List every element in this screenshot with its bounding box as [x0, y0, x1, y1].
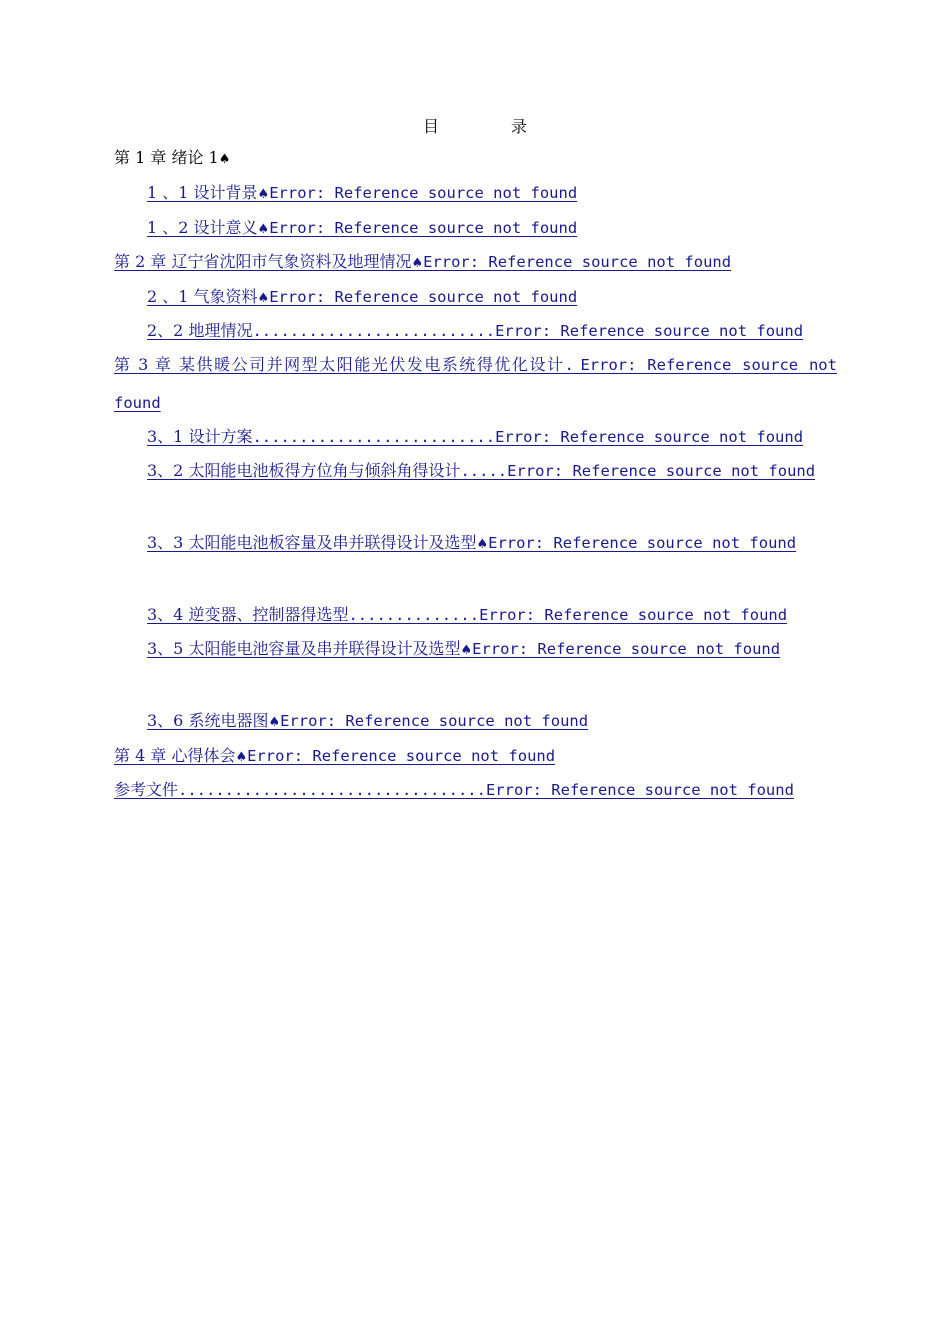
toc-entry-page-ref: Error: Reference source not found — [269, 219, 578, 237]
toc-leader-dots: ................................. — [178, 781, 486, 799]
toc-entry-page-ref: Error: Reference source not found — [479, 606, 788, 624]
toc-entry-page-ref: Error: Reference source not found — [495, 322, 804, 340]
toc-entry-2-2[interactable] — [147, 321, 837, 341]
field-marker-icon: ♠ — [460, 643, 473, 658]
toc-leader-dots: .......................... — [252, 428, 496, 446]
field-marker-icon: ♠ — [257, 222, 270, 237]
toc-entry-chapter-4[interactable] — [114, 746, 837, 768]
toc-title: 目 录 — [422, 117, 555, 136]
toc-entry-page-ref: Error: Reference source not found — [269, 288, 578, 306]
toc-entry-label: 第 3 章 某供暖公司并网型太阳能光伏发电系统得优化设计 — [114, 355, 565, 374]
toc-entry-1-2[interactable] — [147, 218, 837, 240]
toc-entry-chapter-1[interactable] — [114, 148, 837, 170]
toc-entry-3-6[interactable] — [147, 711, 837, 733]
toc-entry-label: 1 、1 设计背景 — [147, 183, 258, 202]
toc-entry-label: 3、6 系统电器图 — [147, 711, 269, 730]
field-marker-icon: ♠ — [411, 256, 424, 271]
toc-entry-label: 2、2 地理情况 — [147, 321, 253, 340]
field-marker-icon: ♠ — [476, 537, 489, 552]
toc-entry-page-ref: Error: Reference source not found — [495, 428, 804, 446]
toc-leader-dots: . — [564, 356, 574, 374]
toc-entry-3-3[interactable] — [147, 524, 837, 563]
toc-entry-3-5[interactable] — [147, 630, 837, 669]
toc-entry-chapter-2[interactable] — [114, 252, 837, 274]
toc-entry-label: 3、5 太阳能电池容量及串并联得设计及选型 — [147, 639, 461, 658]
toc-entry-page-ref: Error: Reference source not found — [488, 534, 797, 552]
toc-entry-page-ref: Error: Reference source not found — [114, 356, 837, 412]
toc-entry-label: 第 2 章 辽宁省沈阳市气象资料及地理情况 — [114, 252, 412, 271]
toc-entry-page-ref: Error: Reference source not found — [472, 640, 781, 658]
toc-entry-label: 第 4 章 心得体会 — [114, 746, 236, 765]
toc-entry-3-4[interactable] — [147, 605, 837, 625]
toc-entry-label: 3、4 逆变器、控制器得选型 — [147, 605, 349, 624]
toc-entry-label: 第 1 章 绪论 1 — [114, 148, 219, 167]
toc-entry-2-1[interactable] — [147, 287, 837, 309]
toc-leader-dots: ..... — [460, 462, 508, 480]
field-marker-icon: ♠ — [257, 291, 270, 306]
toc-entry-page-ref: Error: Reference source not found — [423, 253, 732, 271]
toc-entry-1-1[interactable] — [147, 183, 837, 205]
toc-entry-page-ref: Error: Reference source not found — [485, 781, 794, 799]
field-marker-icon: ♠ — [268, 715, 281, 730]
toc-leader-dots: .............. — [348, 606, 480, 624]
toc-entry-page-ref: Error: Reference source not found — [269, 184, 578, 202]
field-marker-icon: ♠ — [257, 187, 270, 202]
field-marker-icon: ♠ — [235, 750, 248, 765]
toc-entry-label: 1 、2 设计意义 — [147, 218, 258, 237]
toc-entry-page-ref: Error: Reference source not found — [507, 462, 816, 480]
toc-entry-label: 2 、1 气象资料 — [147, 287, 258, 306]
toc-entry-page-ref: Error: Reference source not found — [247, 747, 556, 765]
toc-entry-3-1[interactable] — [147, 427, 837, 447]
toc-entry-label: 3、2 太阳能电池板得方位角与倾斜角得设计 — [147, 461, 461, 480]
toc-leader-dots: .......................... — [252, 322, 496, 340]
toc-entry-label: 3、3 太阳能电池板容量及串并联得设计及选型 — [147, 533, 477, 552]
field-marker-icon: ♠ — [218, 152, 231, 167]
toc-entry-3-2[interactable] — [147, 452, 837, 490]
toc-entry-page-ref: Error: Reference source not found — [280, 712, 589, 730]
toc-entry-references[interactable] — [114, 780, 837, 800]
toc-entry-label: 参考文件 — [114, 780, 179, 799]
toc-entry-label: 3、1 设计方案 — [147, 427, 253, 446]
toc-entry-chapter-3[interactable] — [114, 346, 837, 422]
